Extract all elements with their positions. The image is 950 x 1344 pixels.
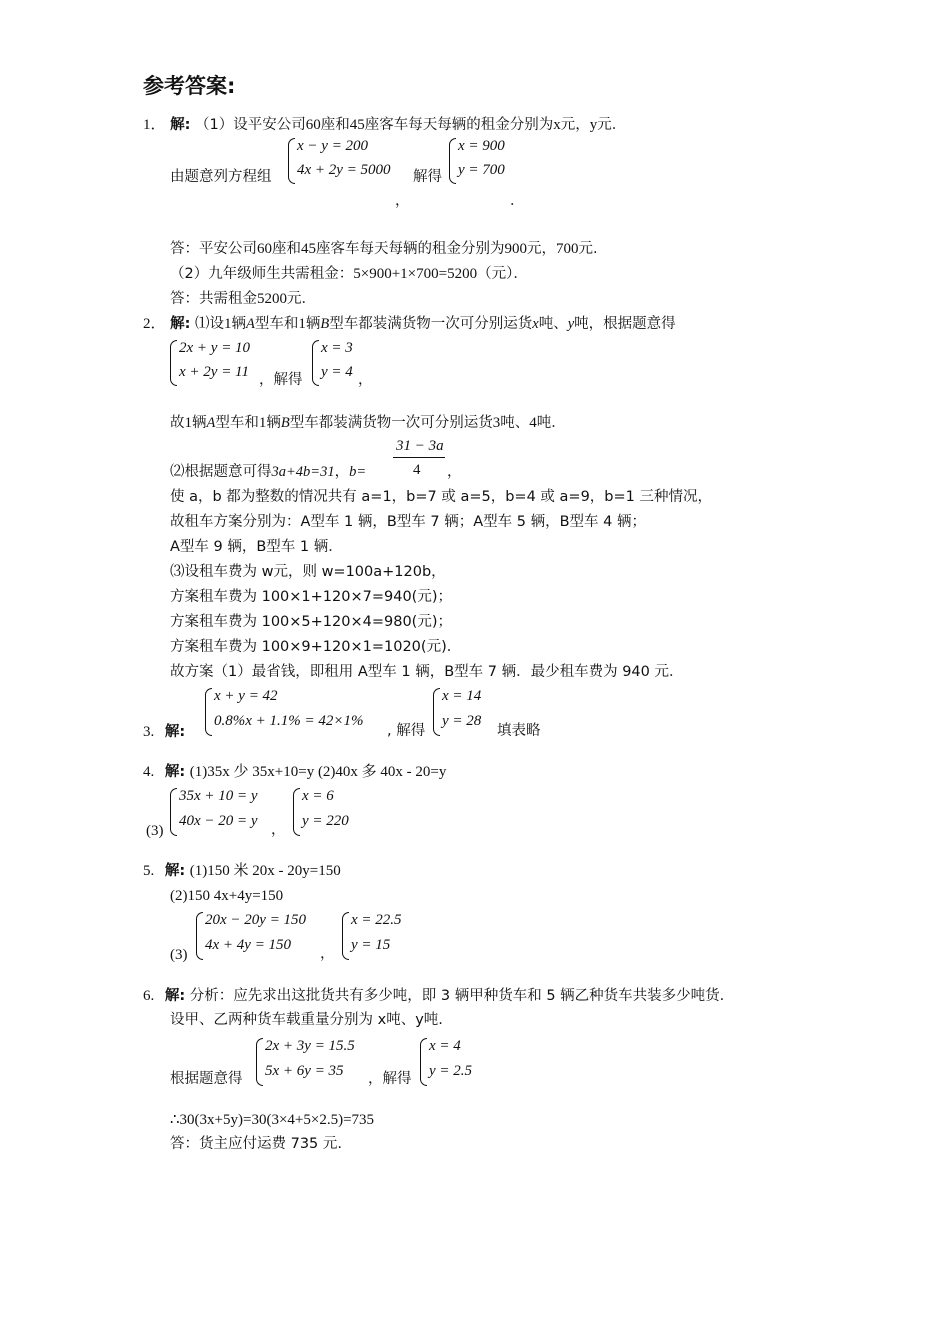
variable: A	[246, 316, 255, 332]
problem-6-jie: 解:	[164, 988, 186, 1004]
equation: x = 14	[442, 688, 482, 704]
problem-5-line-2: (2)150 4x+4y=150	[170, 888, 284, 904]
rental-plans-1: 故租车方案分别为：A型车 1 辆，B型车 7 辆；A型车 5 辆，B型车 4 辆；	[170, 514, 647, 530]
problem-6-line-1	[143, 987, 724, 1005]
equation: 35x + 10 = y	[179, 788, 258, 804]
problem-6-calc: ∴30(3x+5y)=30(3×4+5×2.5)=735	[170, 1112, 375, 1128]
left-brace-icon	[196, 912, 203, 960]
left-brace-icon	[205, 688, 212, 736]
part-label: (3)	[146, 823, 164, 839]
equation: x − y = 200	[297, 138, 369, 154]
equation: x = 4	[429, 1038, 461, 1054]
equation-system	[256, 1036, 371, 1088]
number: 60	[257, 241, 272, 257]
left-brace-icon	[170, 340, 177, 386]
comma: ，	[271, 822, 286, 838]
equation: x + y = 42	[214, 688, 278, 704]
problem-5-number: 5.	[143, 863, 155, 879]
text: 辆	[266, 415, 281, 431]
equation: 4x + 2y = 5000	[297, 162, 391, 178]
text: 答：共需租金	[170, 291, 257, 307]
text: 型车都装满货物一次可分别运货	[329, 316, 533, 332]
equation: x = 3	[321, 340, 353, 356]
text: 分析：应先求出这批货共有多少吨，即 3 辆甲种货车和 5 辆乙种货车共装多少吨货.	[189, 988, 725, 1004]
variable: B	[320, 316, 330, 332]
equation-system	[196, 910, 321, 962]
comma: ，	[358, 372, 373, 388]
text: 吨、	[538, 316, 568, 332]
left-brace-icon	[256, 1038, 263, 1086]
cost-plan-1: 方案租车费为 100×1+120×7=940(元)；	[170, 589, 452, 605]
part-2	[170, 265, 528, 283]
text: 吨、	[500, 415, 530, 431]
problem-3-number: 3.	[143, 724, 155, 740]
problem-2-number: 2．	[143, 316, 166, 332]
problem-1-jie: 解:	[170, 117, 191, 133]
text: 吨．	[536, 415, 566, 431]
equation-system	[170, 786, 280, 838]
text: 吨，根据题意得	[574, 316, 676, 332]
cost-plan-3: 方案租车费为 100×9+120×1=1020(元)．	[170, 639, 462, 655]
solve-label: ，解得	[259, 372, 303, 388]
text: ⑵根据题意可得	[170, 464, 272, 480]
equation: 2x + y = 10	[179, 340, 251, 356]
left-brace-icon	[449, 138, 456, 184]
number: 1	[184, 415, 192, 431]
equation: x = 900	[458, 138, 505, 154]
text: （1）设平安公司	[195, 117, 306, 133]
left-brace-icon	[288, 138, 295, 184]
problem-4-number: 4.	[143, 764, 155, 780]
period: ．	[510, 193, 525, 209]
text: 辆	[305, 316, 321, 332]
solution-system	[293, 786, 363, 838]
text: 元.	[578, 241, 598, 257]
fill-table-note: 填表略	[497, 723, 541, 739]
rental-plans-2: A型车 9 辆，B型车 1 辆．	[170, 539, 343, 555]
problem-6-line-2: 设甲、乙两种货车载重量分别为 x吨、y吨.	[170, 1012, 443, 1028]
fraction-denominator: 4	[413, 462, 421, 478]
comma: ，	[395, 193, 410, 209]
number: 900	[504, 241, 527, 257]
problem-6-number: 6.	[143, 988, 155, 1004]
problem-2-final: 故方案（1）最省钱，即租用 A型车 1 辆，B型车 7 辆．最少租车费为 940 元．	[170, 664, 684, 680]
equation: y = 28	[442, 713, 482, 729]
solution-system	[342, 910, 422, 962]
equation: 5x + 6y = 35	[265, 1063, 344, 1079]
text: 辆	[231, 316, 247, 332]
variable: y	[589, 117, 598, 133]
solution-system	[449, 136, 519, 186]
problem-1-setup: 由题意列方程组	[170, 169, 272, 185]
number: 60	[305, 117, 321, 133]
variable: x	[553, 117, 561, 133]
equation: y = 2.5	[429, 1063, 473, 1079]
problem-2-line-1	[143, 315, 676, 333]
equation: x = 6	[302, 788, 334, 804]
equation: y = 4	[321, 364, 353, 380]
problem-6-setup: 根据题意得	[170, 1071, 243, 1087]
left-brace-icon	[420, 1038, 427, 1086]
number: 3	[492, 415, 501, 431]
comma: ，	[320, 946, 335, 962]
page-title: 参考答案:	[143, 74, 236, 98]
text: （2）九年级师生共需租金：	[170, 266, 354, 282]
problem-4-line-1	[143, 763, 446, 781]
text: 座客车每天每辆的租金分别为	[364, 117, 554, 133]
number: 1	[298, 316, 306, 332]
text: 座和	[272, 241, 301, 257]
equation: y = 700	[458, 162, 505, 178]
left-brace-icon	[342, 912, 349, 960]
solve-label: ，解得	[368, 1071, 412, 1087]
equation: 20x − 20y = 150	[205, 912, 307, 928]
text: ，	[334, 464, 350, 480]
equation-system	[170, 338, 270, 388]
text: 答：平安公司	[170, 241, 257, 257]
calculation: 5×900+1×700=5200	[353, 266, 478, 282]
number: 5200	[257, 291, 287, 307]
equation: x = 22.5	[351, 912, 402, 928]
text: ⑴设	[195, 316, 225, 332]
part-2-2	[170, 464, 366, 481]
text: 故	[170, 415, 185, 431]
variable: b=	[349, 464, 367, 480]
equation: 0.8%x + 1.1% = 42×1%	[214, 713, 364, 729]
solution-system	[433, 686, 503, 738]
number: 4	[529, 415, 537, 431]
text: (1)150 米 20x - 20y=150	[189, 863, 341, 879]
number: 45	[301, 241, 316, 257]
problem-5-line-1	[143, 862, 341, 880]
problem-4-jie: 解:	[164, 764, 186, 780]
number: 1	[258, 415, 267, 431]
problem-3-jie: 解:	[164, 724, 186, 740]
equation: 4x + 4y = 150	[205, 937, 292, 953]
equation: x + 2y = 11	[179, 364, 249, 380]
problem-2-conclusion-1	[170, 414, 566, 432]
problem-5-jie: 解:	[164, 863, 186, 879]
number: 700	[556, 241, 579, 257]
integer-cases: 使 a，b 都为整数的情况共有 a=1，b=7 或 a=5，b=4 或 a=9，b=1 三种情况，	[170, 489, 712, 505]
text: 型车和	[215, 415, 259, 431]
variable: x	[532, 316, 539, 332]
comma: ，	[447, 464, 462, 480]
text: 元，	[560, 117, 590, 133]
problem-6-answer: 答：货主应付运费 735 元.	[170, 1136, 343, 1152]
text: 元．	[597, 117, 627, 133]
number: 45	[349, 117, 365, 133]
left-brace-icon	[312, 340, 319, 386]
problem-1-number: 1．	[143, 117, 166, 133]
text: （元）．	[477, 266, 528, 282]
fraction-numerator: 31 − 3a	[396, 438, 444, 454]
equation: 3a+4b=31	[271, 464, 335, 480]
solve-label: , 解得	[387, 723, 426, 739]
equation-system	[205, 686, 395, 738]
problem-2-jie: 解:	[170, 316, 191, 332]
number: 1	[224, 316, 232, 332]
text: 元，	[527, 241, 556, 257]
text: 型车都装满货物一次可分别运货	[289, 415, 493, 431]
text: 型车和	[254, 316, 299, 332]
equation: 2x + 3y = 15.5	[265, 1038, 355, 1054]
solved-label: 解得	[413, 169, 442, 185]
left-brace-icon	[170, 788, 177, 836]
cost-plan-2: 方案租车费为 100×5+120×4=980(元)；	[170, 614, 452, 630]
answer-2	[170, 290, 316, 308]
variable: A	[206, 415, 216, 431]
variable: B	[280, 415, 290, 431]
equation: y = 220	[302, 813, 349, 829]
problem-1-line-1	[143, 116, 626, 134]
problem-3-label	[143, 723, 185, 741]
equation: 40x − 20 = y	[179, 813, 258, 829]
text: 座客车每天每辆的租金分别为	[316, 241, 505, 257]
solution-system	[420, 1036, 490, 1088]
variable: y	[567, 316, 575, 332]
part-2-3: ⑶设租车费为 w元，则 w=100a+120b，	[170, 564, 446, 580]
equation: y = 15	[351, 937, 391, 953]
fraction-bar	[393, 457, 445, 458]
answer-1	[170, 240, 598, 258]
text: 辆	[192, 415, 207, 431]
text: (1)35x 少 35x+10=y (2)40x 多 40x - 20=y	[189, 764, 447, 780]
left-brace-icon	[433, 688, 440, 736]
part-label: (3)	[170, 947, 188, 963]
text: 座和	[320, 117, 350, 133]
equation-system	[288, 136, 408, 186]
left-brace-icon	[293, 788, 300, 836]
text: 元．	[287, 291, 316, 307]
